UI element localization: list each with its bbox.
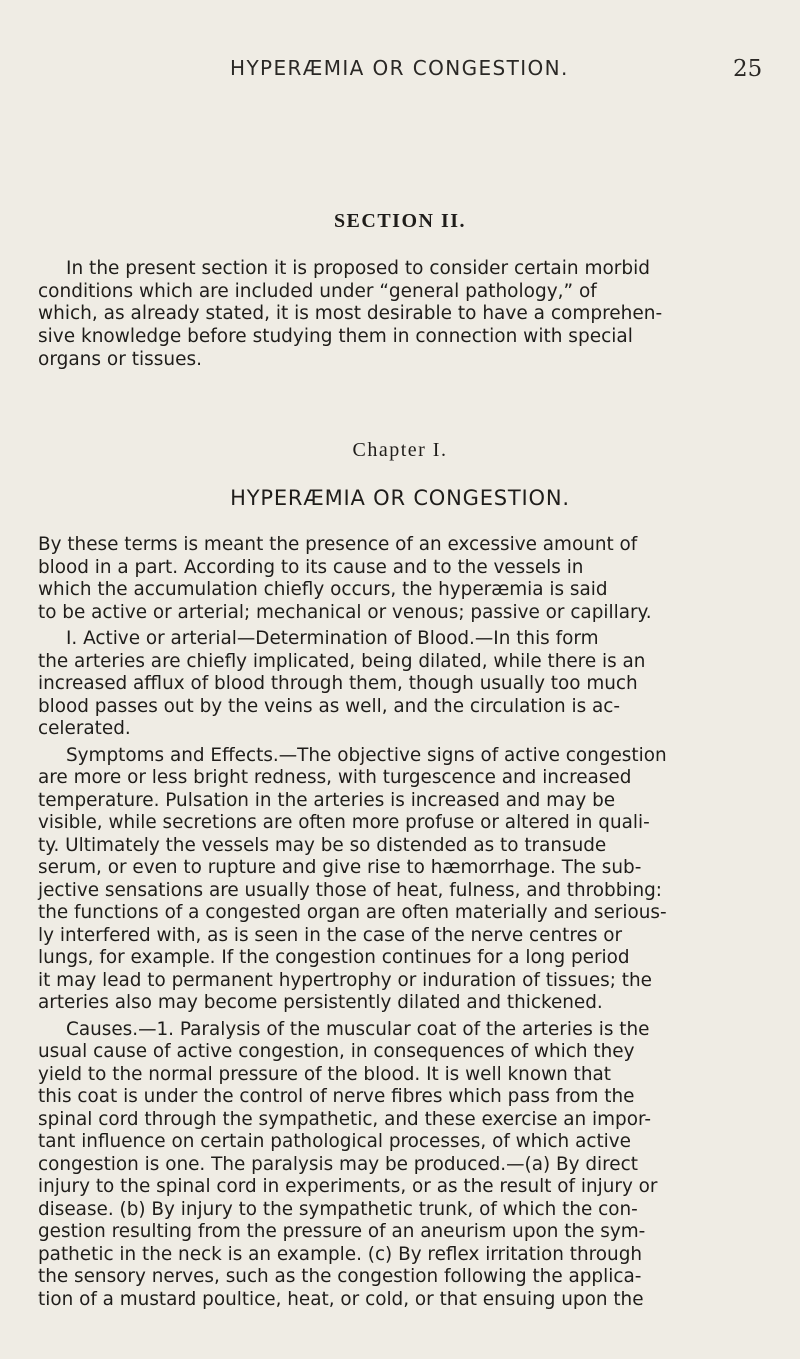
text-line: injury to the spinal cord in experiments, or as the result of injury or [38,1176,658,1197]
text-line: it may lead to permanent hypertrophy or induration of tissues; the [38,969,652,991]
text-line: are more or less bright redness, with turgescence and increased [38,767,632,788]
text-line: In the present section it is proposed to consider certain morbid [66,258,651,279]
text-line: I. Active or arterial—Determination of Blood.—In this form [66,628,599,649]
text-line: tion of a mustard poultice, heat, or cold, or that ensuing upon the [38,1288,644,1310]
text-line: to be active or arterial; mechanical or venous; passive or capillary. [38,601,652,623]
text-line: which the accumulation chiefly occurs, the hyperæmia is said [38,579,608,600]
text-line: yield to the normal pressure of the blood. It is well known that [38,1063,611,1085]
body-text [38,534,764,1311]
text-line: Symptoms and Effects.—The objective signs of active congestion [66,744,667,766]
text-line: serum, or even to rupture and give rise to hæmorrhage. The sub- [38,857,642,878]
text-line: blood passes out by the veins as well, and the circulation is ac- [38,695,621,717]
text-line: Causes.—1. Paralysis of the muscular coat of the arteries is the [66,1018,650,1040]
text-line: ly interfered with, as is seen in the case of the nerve centres or [38,924,623,946]
intro-paragraph [38,258,764,372]
text-line: spinal cord through the sympathetic, and these exercise an impor- [38,1108,651,1130]
text-line: usual cause of active congestion, in consequences of which they [38,1041,635,1062]
text-line: celerated. [38,718,131,739]
paragraph-active-arterial [38,628,764,741]
chapter-title: HYPERÆMIA OR CONGESTION. [230,486,570,510]
text-line: temperature. Pulsation in the arteries is increased and may be [38,789,616,811]
text-line: conditions which are included under “general pathology,” of [38,280,597,302]
paragraph-definition [38,534,764,624]
text-line: which, as already stated, it is most desirable to have a comprehen- [38,303,663,325]
text-line: the arteries are chiefly implicated, being dilated, while there is an [38,650,646,672]
text-line: lungs, for example. If the congestion continues for a long period [38,947,630,968]
text-line: ty. Ultimately the vessels may be so distended as to transude [38,834,607,856]
text-line: arteries also may become persistently dilated and thickened. [38,992,603,1013]
text-line: this coat is under the control of nerve fibres which pass from the [38,1086,635,1107]
text-line: jective sensations are usually those of heat, fulness, and throbbing: [38,879,662,901]
text-line: disease. (b) By injury to the sympathetic trunk, of which the con- [38,1198,638,1220]
running-head: HYPERÆMIA OR CONGESTION. [230,56,569,80]
text-line: gestion resulting from the pressure of an aneurism upon the sym- [38,1221,646,1242]
text-line: increased afflux of blood through them, though usually too much [38,673,638,694]
chapter-heading: Chapter I. [352,439,448,461]
text-line: the sensory nerves, such as the congestion following the applica- [38,1266,642,1287]
text-line: tant influence on certain pathological processes, of which active [38,1131,631,1152]
text-line: congestion is one. The paralysis may be produced.—(a) By direct [38,1153,638,1175]
text-line: the functions of a congested organ are often materially and serious- [38,902,667,923]
page-number: 25 [733,56,763,82]
text-line: organs or tissues. [38,348,203,370]
text-line: blood in a part. According to its cause and to the vessels in [38,556,584,578]
text-line: visible, while secretions are often more profuse or altered in quali- [38,812,650,833]
section-heading: SECTION II. [333,210,467,232]
text-line: By these terms is meant the presence of an excessive amount of [38,534,638,555]
text-line: pathetic in the neck is an example. (c) By reflex irritation through [38,1243,643,1265]
paragraph-causes [38,1019,764,1312]
text-line: sive knowledge before studying them in connection with special [38,326,633,348]
paragraph-symptoms [38,745,764,1015]
